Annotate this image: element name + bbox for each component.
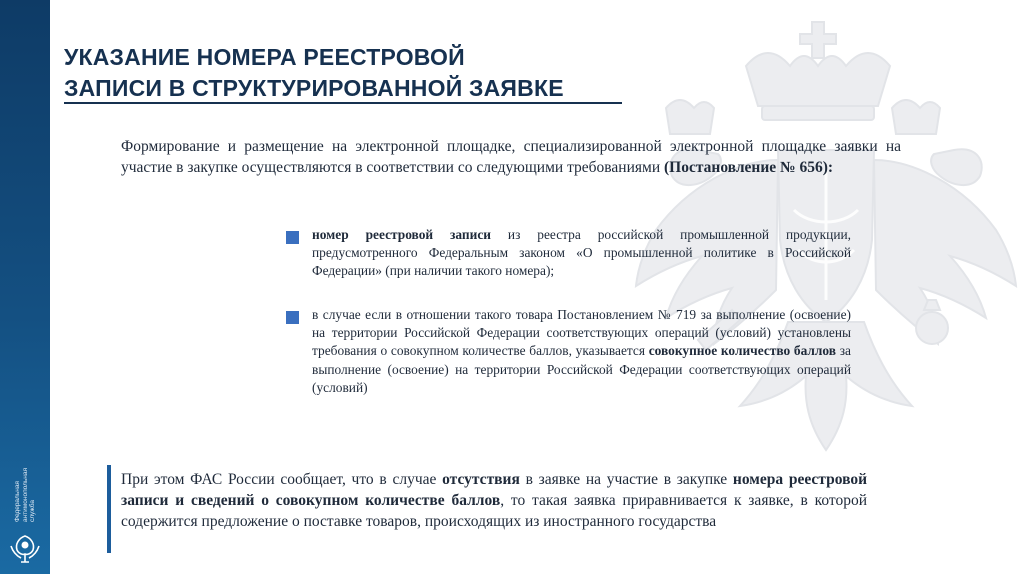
bullet-item-registry-number [286,226,851,281]
title-underline [64,102,622,104]
intro-paragraph: Формирование и размещение на электронной площадке, специализированной электронной площадке заявки на участие в закупке осуществляются в соответствии со следующими требованиями (Постановление № 656): [121,138,901,176]
fas-emblem-icon [5,528,45,568]
bullet-item-total-points [286,306,851,397]
bullet-square-icon [286,311,299,324]
note-accent-bar [107,465,111,553]
intro-bold: (Постановление № 656): [663,159,834,176]
bullet-square-icon [286,231,299,244]
page-title: УКАЗАНИЕ НОМЕРА РЕЕСТРОВОЙ ЗАПИСИ В СТРУКТУРИРОВАННОЙ ЗАЯВКЕ [64,44,564,101]
bullet-text: в случае если в отношении такого товара Постановлением № 719 за выполнение (освоение) на территории Российской Федерации соответствующих операций (условий) установлены требования о совокупном количестве баллов, указывается совокупное количество баллов за выполнение (освоение) на территории Российской Федерации соответствующих операций (условий) [312,307,851,395]
note-paragraph: При этом ФАС России сообщает, что в случае отсутствия в заявке на участие в закупке номера реестровой записи и сведений о совокупном количестве баллов, то такая заявка приравнивается к заявке, в которой содержится предложение о поставке товаров, происходящих из иностранного государства [121,471,868,530]
sidebar [0,0,50,574]
org-name: Федеральная антимонопольная служба [13,468,36,522]
bullet-text: номер реестровой записи из реестра российской промышленной продукции, предусмотренного Федеральным законом «О промышленной политике в Российской Федерации» (при наличии такого номера); [312,227,851,279]
